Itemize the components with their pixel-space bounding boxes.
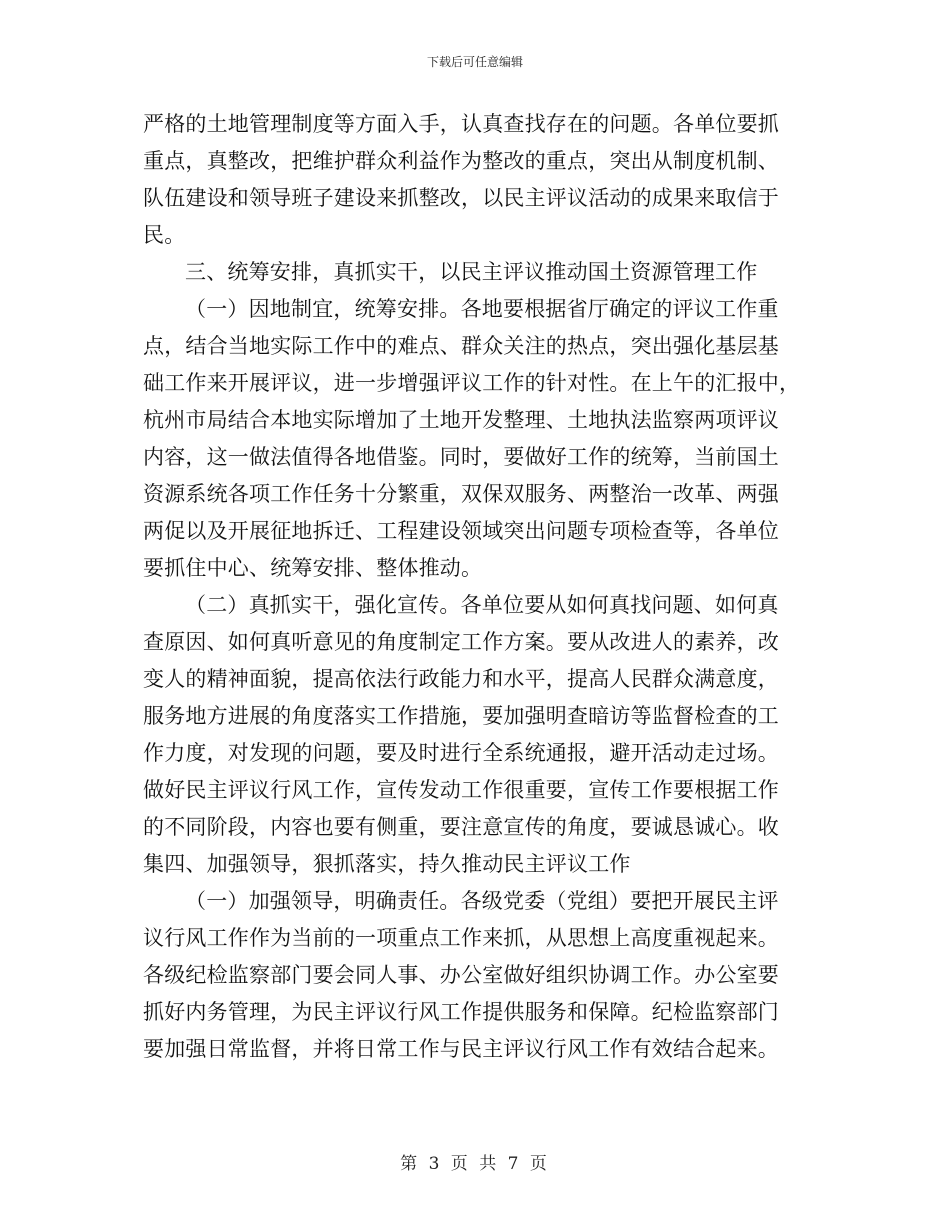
text-line: （一）因地制宜，统筹安排。各地要根据省厅确定的评议工作重 xyxy=(185,297,779,321)
text-line: 的不同阶段，内容也要有侧重，要注意宣传的角度，要诚恳诚心。收 xyxy=(143,815,779,839)
text-line: 各级纪检监察部门要会同人事、办公室做好组织协调工作。办公室要 xyxy=(143,963,779,987)
text-line: 础工作来开展评议，进一步增强评议工作的针对性。在上午的汇报中， xyxy=(143,371,801,395)
text-line: （二）真抓实干，强化宣传。各单位要从如何真找问题、如何真 xyxy=(185,593,779,617)
text-line: 作力度，对发现的问题，要及时进行全系统通报，避开活动走过场。 xyxy=(143,741,779,765)
text-line: 做好民主评议行风工作，宣传发动工作很重要，宣传工作要根据工作 xyxy=(143,778,779,802)
text-line: 点，结合当地实际工作中的难点、群众关注的热点，突出强化基层基 xyxy=(143,334,779,358)
text-line: 杭州市局结合本地实际增加了土地开发整理、土地执法监察两项评议 xyxy=(143,408,779,432)
text-line: 资源系统各项工作任务十分繁重，双保双服务、两整治一改革、两强 xyxy=(143,482,779,506)
text-line: 民。 xyxy=(143,223,186,247)
text-line: 查原因、如何真听意见的角度制定工作方案。要从改进人的素养，改 xyxy=(143,630,779,654)
text-line: 内容，这一做法值得各地借鉴。同时，要做好工作的统筹，当前国土 xyxy=(143,445,779,469)
text-line: 抓好内务管理，为民主评议行风工作提供服务和保障。纪检监察部门 xyxy=(143,1000,779,1024)
section-heading: 三、统筹安排，真抓实干，以民主评议推动国土资源管理工作 xyxy=(185,260,758,284)
text-line: 集四、加强领导，狠抓落实，持久推动民主评议工作 xyxy=(143,852,631,876)
text-line: 服务地方进展的角度落实工作措施，要加强明查暗访等监督检查的工 xyxy=(143,704,779,728)
text-line: 要加强日常监督，并将日常工作与民主评议行风工作有效结合起来。 xyxy=(143,1037,779,1061)
text-line: 变人的精神面貌，提高依法行政能力和水平，提高人民群众满意度， xyxy=(143,667,779,691)
text-line: 议行风工作作为当前的一项重点工作来抓，从思想上高度重视起来。 xyxy=(143,926,779,950)
text-line: 队伍建设和领导班子建设来抓整改，以民主评议活动的成果来取信于 xyxy=(143,186,779,210)
text-line: （一）加强领导，明确责任。各级党委（党组）要把开展民主评 xyxy=(185,889,779,913)
document-body xyxy=(143,106,803,1068)
page-number: 第 3 页 共 7 页 xyxy=(400,1154,550,1174)
text-line: 两促以及开展征地拆迁、工程建设领域突出问题专项检查等，各单位 xyxy=(143,519,779,543)
text-line: 重点，真整改，把维护群众利益作为整改的重点，突出从制度机制、 xyxy=(143,149,779,173)
text-line: 严格的土地管理制度等方面入手，认真查找存在的问题。各单位要抓 xyxy=(143,112,779,136)
page-header: 下载后可任意编辑 xyxy=(426,55,523,69)
text-line: 要抓住中心、统筹安排、整体推动。 xyxy=(143,556,483,580)
